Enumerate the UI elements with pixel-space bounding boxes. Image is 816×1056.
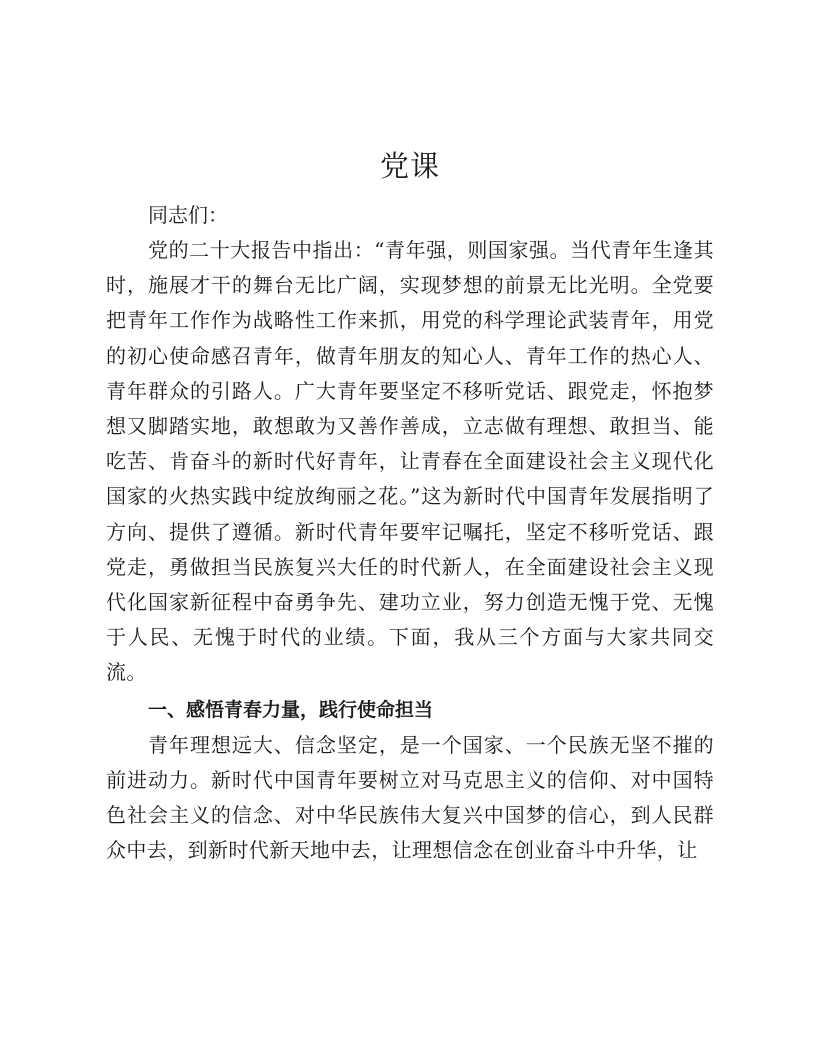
document-title: 党课 xyxy=(379,149,440,183)
salutation: 同志们： xyxy=(148,203,228,227)
intro-paragraph: 党的二十大报告中指出：“青年强，则国家强。当代青年生逢其时，施展才干的舞台无比广阔，实现梦想的前景无比光明。全党要把青年工作作为战略性工作来抓，用党的科学理论武装青年，用党的初心使命感召青年，做青年朋友的知心人、青年工作的热心人、青年群众的引路人。广大青年要坚定不移听党话、跟党走，怀抱梦想又脚踏实地，敢想敢为又善作善成，立志做有理想、敢担当、能吃苦、肯奋斗的新时代好青年，让青春在全面建设社会主义现代化国家的火热实践中绽放绚丽之花。”这为新时代中国青年发展指明了方向、提供了遵循。新时代青年要牢记嘱托，坚定不移听党话、跟党走，勇做担当民族复兴大任的时代新人，在全面建设社会主义现代化国家新征程中奋勇争先、建功立业，努力创造无愧于党、无愧于人民、无愧于时代的业绩。下面，我从三个方面与大家共同交流。 xyxy=(106,238,714,685)
section-1-heading: 一、感悟青春力量，践行使命担当 xyxy=(148,698,434,721)
section-1-paragraph: 青年理想远大、信念坚定，是一个国家、一个民族无坚不摧的前进动力。新时代中国青年要树立对马克思主义的信仰、对中国特色社会主义的信念、对中华民族伟大复兴中国梦的信心，到人民群众中去，到新时代新天地中去，让理想信念在创业奋斗中升华，让 xyxy=(106,732,714,863)
document-page xyxy=(106,140,714,868)
